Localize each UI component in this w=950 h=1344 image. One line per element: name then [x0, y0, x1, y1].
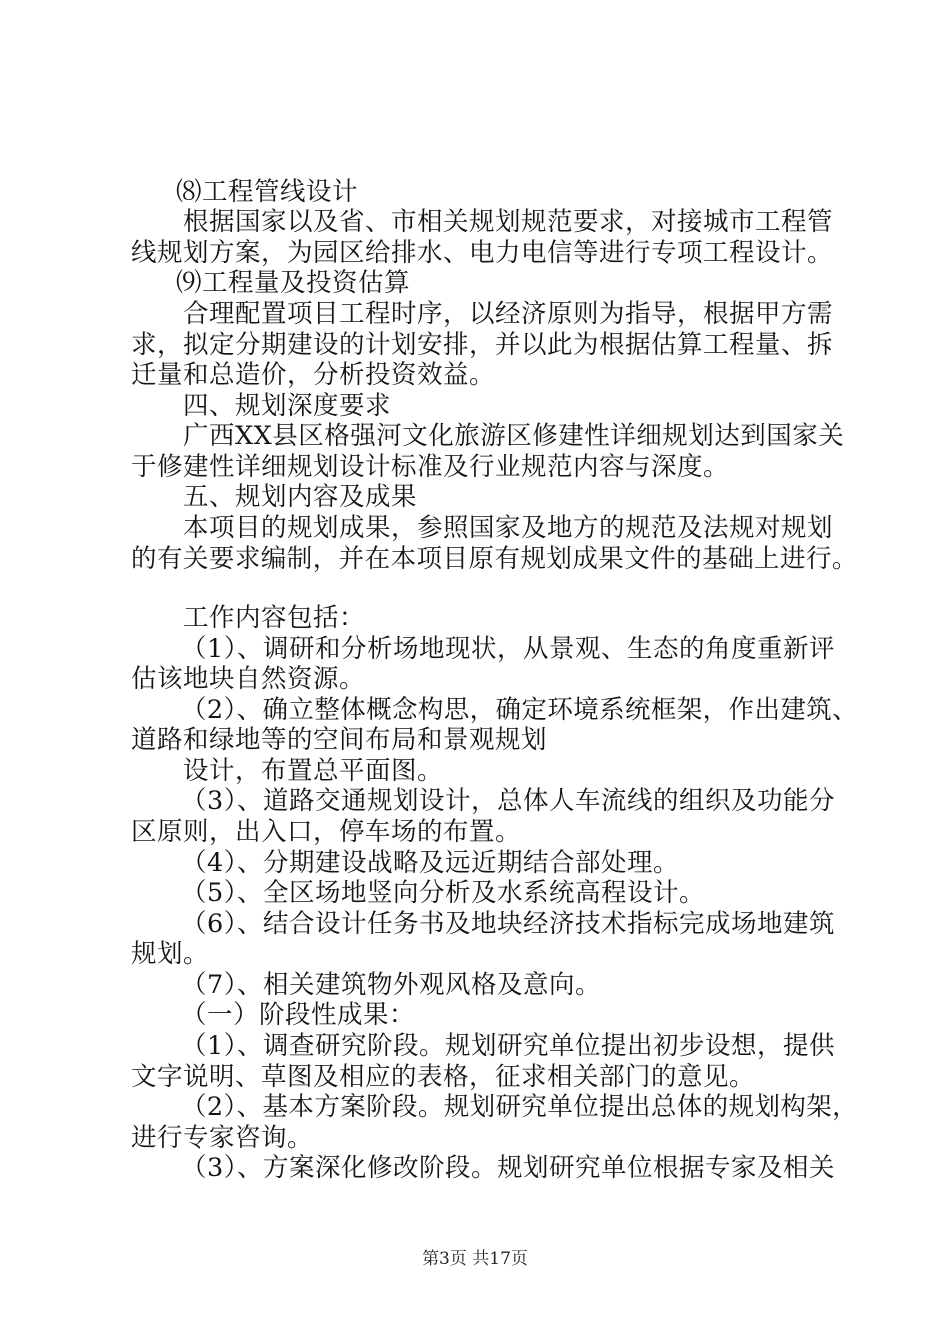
list-item-line: （7）、相关建筑物外观风格及意向。: [181, 970, 601, 1000]
list-item-line: 道路和绿地等的空间布局和景观规划: [131, 725, 548, 755]
list-item-line: 规划。: [131, 939, 210, 969]
paragraph-line: 线规划方案，为园区给排水、电力电信等进行专项工程设计。: [131, 238, 834, 268]
section-heading-pipeline-design: ⑻工程管线设计: [176, 177, 359, 207]
page-number-footer: 第3页 共17页: [422, 1249, 528, 1269]
list-item-line: （3）、方案深化修改阶段。规划研究单位根据专家及相关: [181, 1153, 835, 1183]
paragraph-line: 迁量和总造价，分析投资效益。: [131, 360, 496, 390]
list-item-line: 进行专家咨询。: [131, 1123, 314, 1153]
list-item-line: 文字说明、草图及相应的表格，征求相关部门的意见。: [131, 1062, 756, 1092]
paragraph-line: 工作内容包括：: [183, 603, 366, 633]
paragraph-line: 于修建性详细规划设计标准及行业规范内容与深度。: [131, 452, 730, 482]
paragraph-line: 广西XX县区格强河文化旅游区修建性详细规划达到国家关: [183, 421, 845, 451]
list-item-line: （3）、道路交通规划设计，总体人车流线的组织及功能分: [181, 786, 835, 816]
list-item-line: 设计，布置总平面图。: [183, 756, 444, 786]
list-item-line: 区原则，出入口，停车场的布置。: [131, 817, 522, 847]
list-item-line: （4）、分期建设战略及远近期结合部处理。: [181, 848, 679, 878]
list-item-line: （2）、基本方案阶段。规划研究单位提出总体的规划构架，: [181, 1092, 859, 1122]
section-heading-phase-results: （一）阶段性成果：: [181, 1000, 416, 1030]
list-item-line: （5）、全区场地竖向分析及水系统高程设计。: [181, 878, 705, 908]
list-item-line: （1）、调查研究阶段。规划研究单位提出初步设想，提供: [181, 1031, 835, 1061]
list-item-line: 估该地块自然资源。: [131, 664, 366, 694]
list-item-line: （2）、确立整体概念构思，确定环境系统框架，作出建筑、: [181, 695, 859, 725]
paragraph-line: 求，拟定分期建设的计划安排，并以此为根据估算工程量、拆: [131, 330, 834, 360]
section-heading-planning-depth: 四、规划深度要求: [183, 391, 392, 421]
paragraph-line: 合理配置项目工程时序，以经济原则为指导，根据甲方需: [183, 299, 834, 329]
paragraph-line: 的有关要求编制，并在本项目原有规划成果文件的基础上进行。: [131, 544, 858, 574]
section-heading-quantity-estimate: ⑼工程量及投资估算: [176, 268, 411, 298]
list-item-line: （6）、结合设计任务书及地块经济技术指标完成场地建筑: [181, 909, 835, 939]
list-item-line: （1）、调研和分析场地现状，从景观、生态的角度重新评: [181, 634, 835, 664]
paragraph-line: 根据国家以及省、市相关规划规范要求，对接城市工程管: [183, 207, 834, 237]
paragraph-line: 本项目的规划成果，参照国家及地方的规范及法规对规划: [183, 513, 834, 543]
section-heading-planning-content: 五、规划内容及成果: [183, 482, 418, 512]
